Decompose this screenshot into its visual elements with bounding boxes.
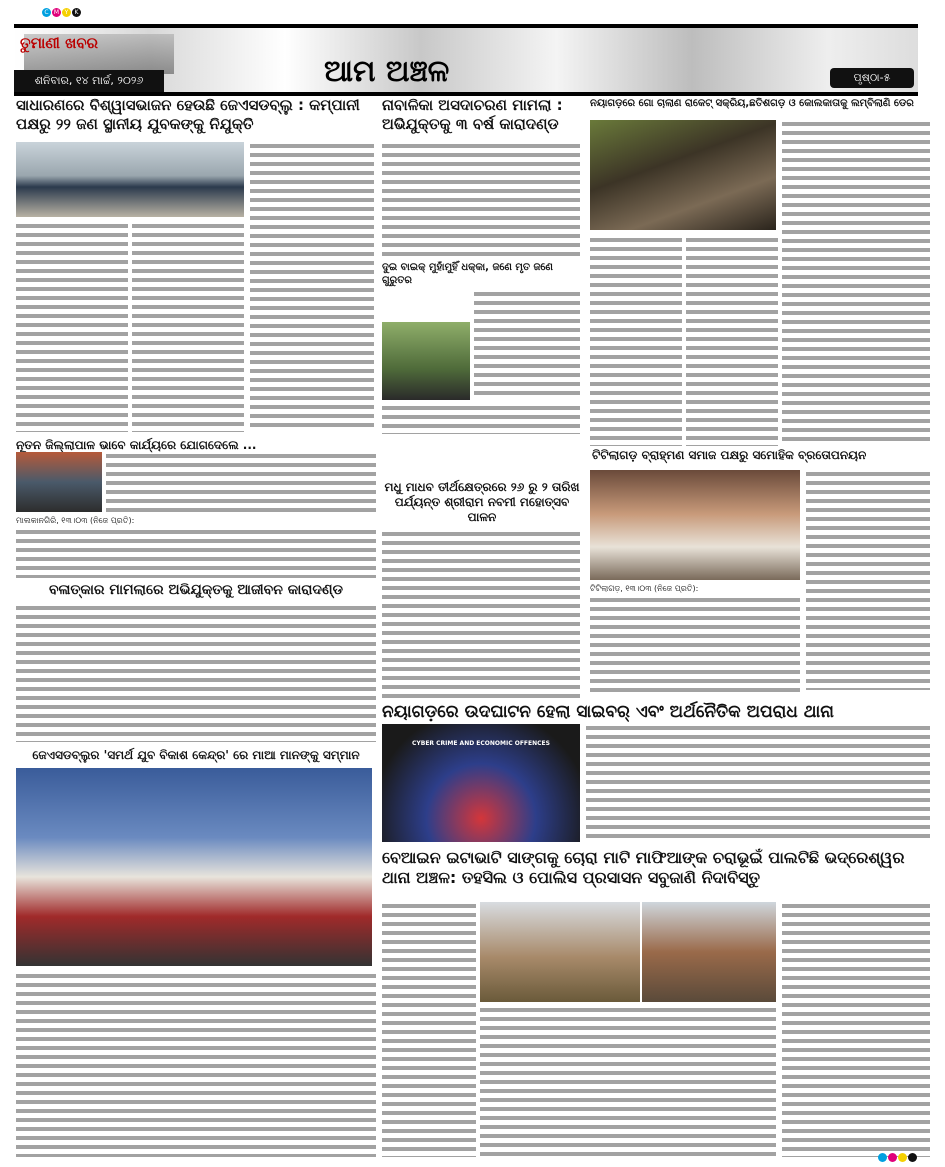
thread-ceremony-photo [590, 470, 800, 580]
body-text [806, 470, 930, 690]
cattle-photo [590, 120, 776, 230]
victim-photo [382, 322, 470, 400]
station-banner: CYBER CRIME AND ECONOMIC OFFENCES [412, 740, 550, 747]
headline-brick-kiln: ବେଆଇନ ଇଟାଭାଟି ସାଙ୍ଗକୁ ଚୋରା ମାଟି ମାଫିଆଙ୍କ ଚରାଭୂଇଁ ପାଲଟିଛି ଭଦ୍ରେଶ୍ୱର ଥାନା ଅଞ୍ଚଳ: ତହସିଲ ଓ ପୋଲିସ ପ୍ରସାସନ ସବୁଜାଣି ନିଦାବିସ୍ତୁ [382, 848, 905, 887]
cyber-police-station-photo [382, 724, 580, 842]
body-text [686, 236, 778, 446]
headline-jsw-mothers: ଜେଏସଡବ୍ଲୁର 'ସମର୍ଥ ଯୁବ ବିକାଶ କେନ୍ଦ୍ର' ରେ ମାଆ ମାନଙ୍କୁ ସମ୍ମାନ [32, 748, 360, 762]
collector-photo [16, 452, 102, 512]
headline-cattle: ନୟାଗଡ଼ରେ ଗୋ ଚାଲାଣ ରାକେଟ୍ ସକ୍ରିୟ,ଛତିଶଗଡ଼ ଓ କୋଲକାତାକୁ ଲମ୍ବିଲାଣି ଡେର [590, 98, 914, 109]
reg-mark-black: K [72, 8, 81, 17]
body-text [474, 290, 580, 400]
body-text [16, 222, 128, 432]
body-text [250, 142, 374, 432]
body-text [590, 236, 682, 446]
headline-jsw-jobs: ସାଧାରଣରେ ବିଶ୍ୱାସଭାଜନ ହେଉଛି ଜେଏସଡବ୍ଲୁ : କମ୍ପାନୀ ପକ୍ଷରୁ ୨୨ ଜଣ ସ୍ଥାନୀୟ ଯୁବକଙ୍କୁ ନିଯୁକ୍ତି [16, 96, 360, 133]
body-text [382, 902, 476, 1157]
body-text [782, 120, 930, 445]
headline-cyber-police: ନୟାଗଡ଼ରେ ଉଦଘାଟନ ହେଲା ସାଇବର୍ ଏବଂ ଅର୍ଥନୈତିକ ଅପରାଧ ଥାନା [382, 702, 834, 722]
reg-mark-yellow: Y [62, 8, 71, 17]
body-text [132, 222, 244, 432]
headline-bike-accident: ଦୁଇ ବାଇକ୍ ମୁହାଁମୁହିଁ ଧକ୍କା, ଜଣେ ମୃତ ଜଣେ ଗୁରୁତର [382, 262, 553, 286]
reg-mark-magenta: M [53, 9, 60, 16]
dateline-titilagarh: ଟିଟିଲାଗଡ଼, ୧୩।୦୩ (ନିଜେ ପ୍ରତି): [590, 584, 699, 593]
body-text [16, 604, 376, 742]
masthead [14, 24, 918, 96]
page-number: ପୃଷ୍ଠା-୫ [830, 68, 914, 88]
body-text [590, 596, 800, 696]
body-text [16, 972, 376, 1157]
reg-mark-cyan: C [42, 8, 51, 17]
headline-madhu-madhab: ମଧୁ ମାଧବ ତୀର୍ଥକ୍ଷେତ୍ରରେ ୨୬ ରୁ ୨ ତାରିଖ ପର୍ଯ୍ୟନ୍ତ ଶ୍ରୀରାମ ନବମୀ ମହୋତ୍ସବ ପାଳନ [384, 480, 580, 524]
dateline-collector: ମାଲକାନଗିରି, ୧୩।୦୩ (ନିଜେ ପ୍ରତି): [16, 516, 135, 525]
body-text [782, 902, 930, 1157]
soil-excavation-photo [642, 902, 776, 1002]
body-text [480, 1006, 776, 1156]
headline-minor-case: ନାବାଳିକା ଅସଦାଚରଣ ମାମଲା : ଅଭିଯୁକ୍ତକୁ ୩ ବର୍ଷ କାରାଦଣ୍ଡ [382, 96, 563, 133]
headline-titilagarh: ଟିଟିଲାଗଡ଼ ବ୍ରାହ୍ମଣ ସମାଜ ପକ୍ଷରୁ ସମୋହିକ ବ୍ରତୋପନୟନ [592, 448, 867, 462]
reg-mark-black [908, 1153, 917, 1162]
jsw-group-photo [16, 142, 244, 217]
reg-mark-magenta [888, 1153, 897, 1162]
body-text [382, 142, 580, 257]
mothers-felicitation-photo [16, 768, 372, 966]
date-box: ଶନିବାର, ୧୪ ମାର୍ଚ୍ଚ, ୨୦୨୬ [14, 70, 164, 92]
brick-kiln-photo [480, 902, 640, 1002]
body-text [16, 528, 376, 578]
body-text [106, 452, 376, 512]
headline-collector: ନୂତନ ଜିଲ୍ଲାପାଳ ଭାବେ କାର୍ଯ୍ୟରେ ଯୋଗଦେଲେ ... [16, 438, 257, 452]
reg-mark-cyan [878, 1153, 887, 1162]
body-text [586, 724, 930, 842]
logo: ତୁମାଣୀ ଖବର [20, 34, 98, 52]
body-text [382, 404, 580, 434]
reg-mark-yellow [898, 1153, 907, 1162]
body-text [382, 530, 580, 700]
section-title: ଆମ ଅଞ୍ଚଳ [324, 54, 450, 89]
headline-rape-case: ବଳାତ୍କାର ମାମଲାରେ ଅଭିଯୁକ୍ତକୁ ଆଜୀବନ କାରାଦଣ୍ଡ [48, 582, 344, 598]
